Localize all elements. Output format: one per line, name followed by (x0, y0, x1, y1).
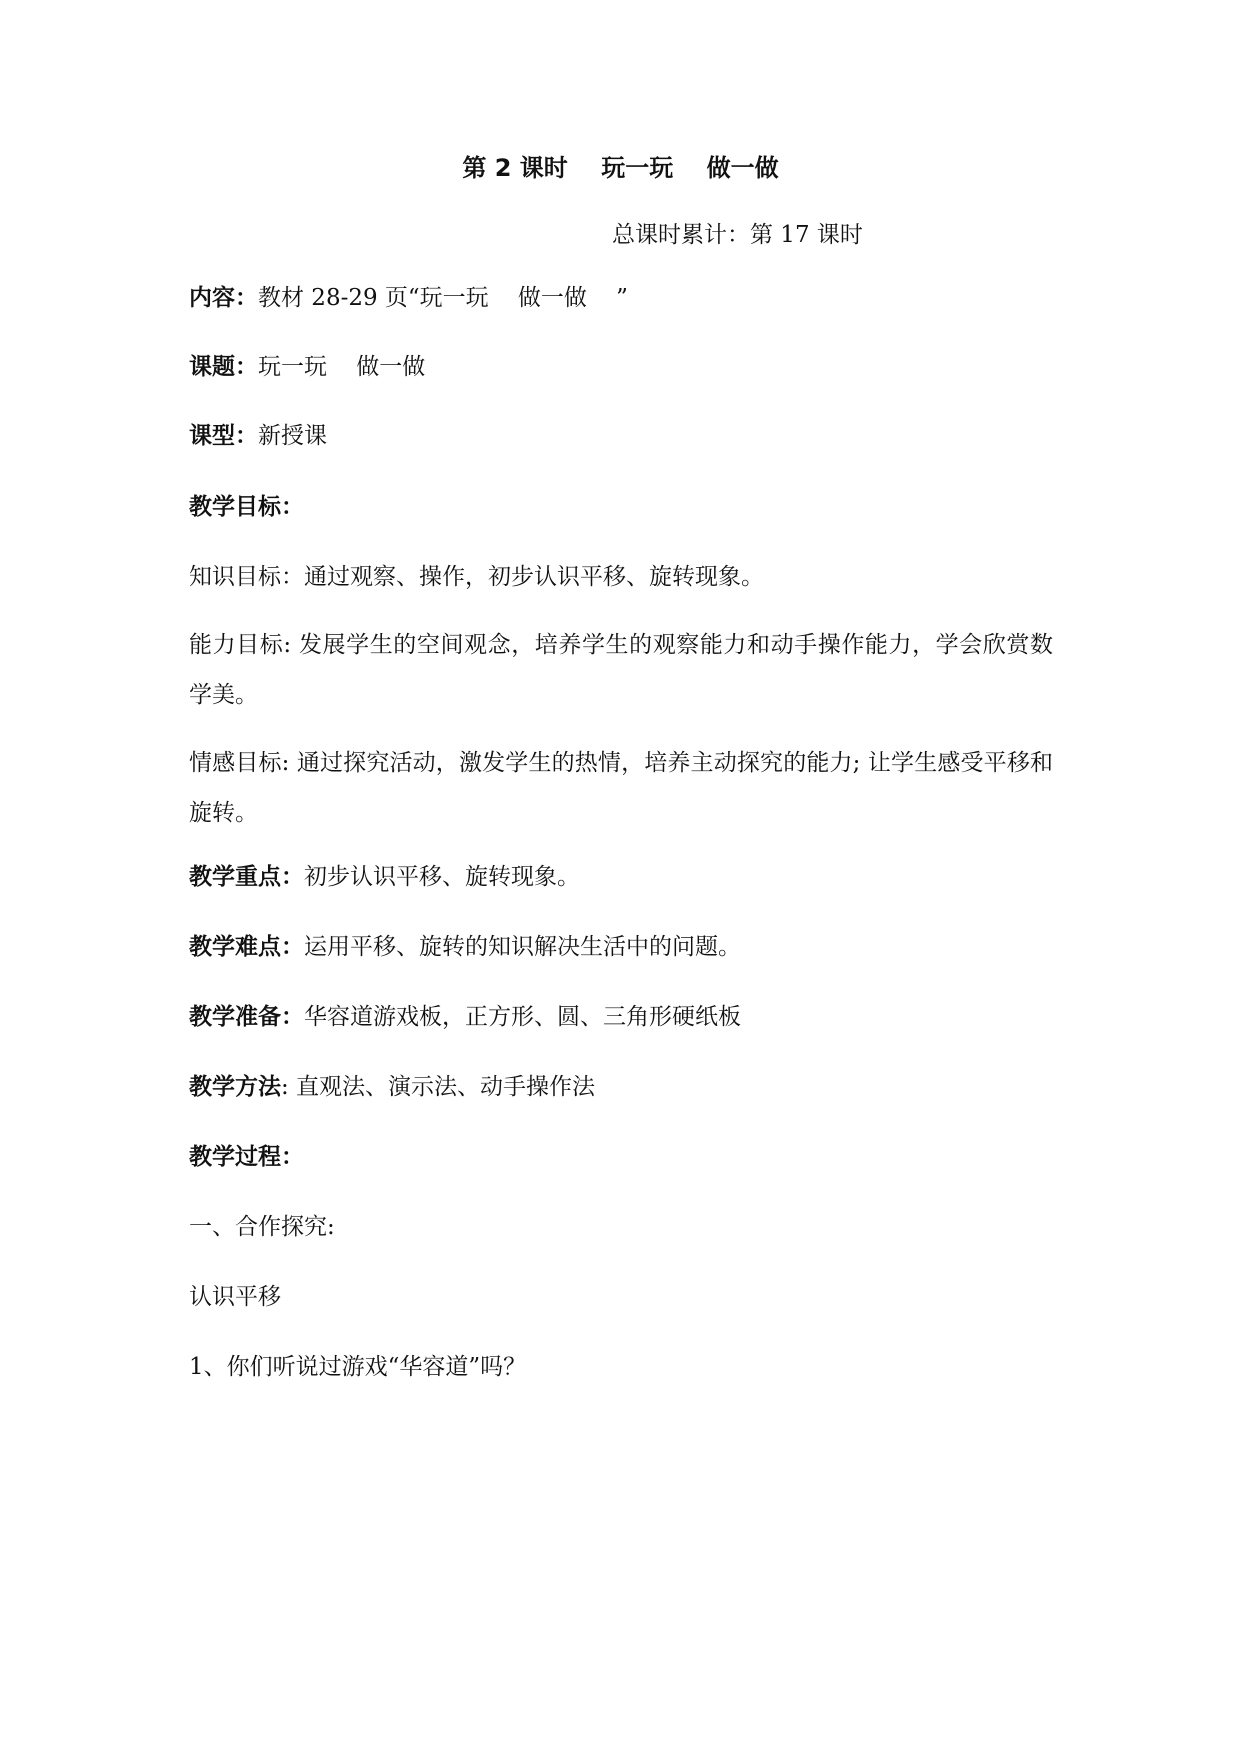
key-point-line (189, 862, 580, 892)
topic-line (189, 352, 425, 382)
preparation-line (189, 1002, 741, 1032)
lesson-type-line (189, 421, 327, 451)
method-value: : 直观法、演示法、动手操作法 (281, 1074, 596, 1100)
difficulty-line (189, 932, 741, 962)
preparation-value: 华容道游戏板，正方形、圆、三角形硬纸板 (304, 1004, 741, 1030)
ability-goal: 能力目标: 发展学生的空间观念，培养学生的观察能力和动手操作能力，学会欣赏数学美。 (189, 632, 1053, 708)
question-one: 1、你们听说过游戏“华容道”吗？ (189, 1354, 527, 1380)
objectives-heading-label: 教学目标： (189, 494, 304, 520)
lesson-type-label: 课型： (189, 423, 258, 449)
key-point-value: 初步认识平移、旋转现象。 (304, 864, 580, 890)
lesson-type-value: 新授课 (258, 423, 327, 449)
process-heading-label: 教学过程： (189, 1144, 304, 1170)
content-line (189, 283, 628, 313)
difficulty-label: 教学难点： (189, 934, 304, 960)
topic-value: 玩一玩 做一做 (258, 354, 426, 380)
method-label: 教学方法 (189, 1074, 281, 1100)
section-one: 一、合作探究: (189, 1214, 335, 1240)
preparation-label: 教学准备： (189, 1004, 304, 1030)
method-line (189, 1072, 595, 1102)
key-point-label: 教学重点： (189, 864, 304, 890)
lesson-title: 第 2 课时 玩一玩 做一做 (462, 154, 779, 182)
knowledge-goal: 知识目标：通过观察、操作，初步认识平移、旋转现象。 (189, 564, 764, 590)
topic-label: 课题： (189, 354, 258, 380)
process-heading (189, 1142, 304, 1172)
objectives-heading (189, 492, 304, 522)
content-value: 教材 28-29 页“玩一玩 做一做 ” (258, 285, 628, 311)
emotion-goal: 情感目标: 通过探究活动，激发学生的热情，培养主动探究的能力; 让学生感受平移和旋转。 (189, 750, 1053, 826)
sub-heading: 认识平移 (189, 1284, 281, 1310)
difficulty-value: 运用平移、旋转的知识解决生活中的问题。 (304, 934, 741, 960)
content-label: 内容： (189, 285, 258, 311)
total-hours: 总课时累计：第 17 课时 (612, 222, 863, 248)
